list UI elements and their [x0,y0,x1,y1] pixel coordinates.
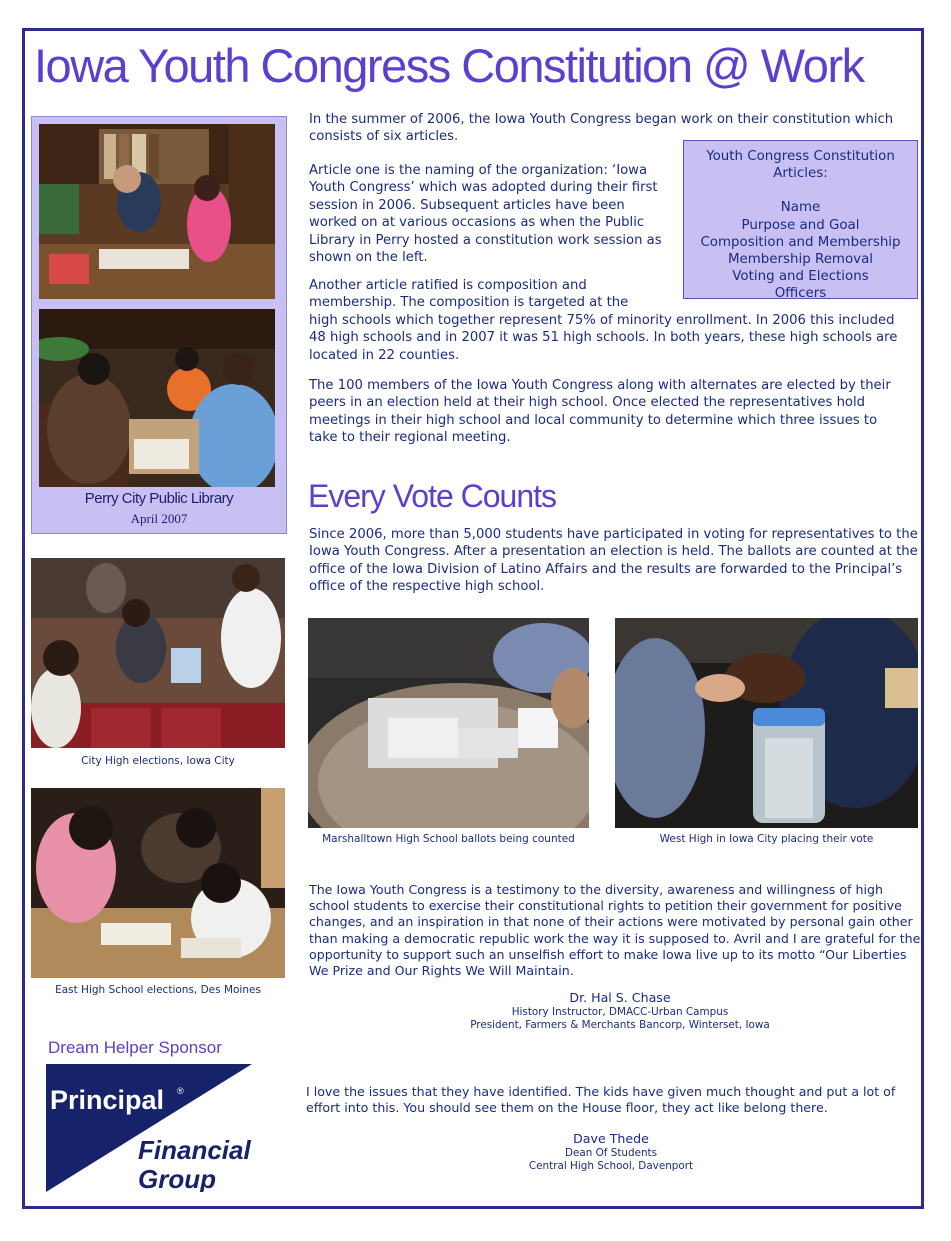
article-item: Purpose and Goal [741,217,860,233]
signature-affiliation: Central High School, Davenport [528,1160,694,1172]
section-heading: Every Vote Counts [308,478,557,514]
library-caption-date: April 2007 [130,511,188,526]
library-caption-title: Perry City Public Library [84,490,234,507]
sponsor-label: Dream Helper Sponsor [48,1038,222,1057]
signature-title: Dean Of Students [564,1147,658,1159]
east-high-photo [31,788,285,978]
testimony-paragraph: The Iowa Youth Congress is a testimony to the diversity, awareness and willingness of high school students to exercise their constitutional rights to petition their government for positive changes, and an inspiration in that none of their actions were motivated by personal gain other than making a democratic republic work the way it is supposed to. Avril and I are grateful for the opportunity to support such an unselfish effort to make Iowa live up to its motto “Our Liberties We Prize and Our Rights We Will Maintain. [309,882,921,979]
signature-affiliation: President, Farmers & Merchants Bancorp, Winterset, Iowa [470,1019,770,1031]
west-high-photo [615,618,918,828]
signature-name: Dr. Hal S. Chase [569,990,671,1005]
intro-paragraph-4: high schools which together represent 75% of minority enrollment. In 2006 this included 48 high schools and in 2007 it was 51 high schools. In both years, these high schools are located in 22 counties. [309,313,898,363]
intro-paragraph-2: Article one is the naming of the organization: ‘Iowa Youth Congress’ which was adopted during their first session in 2006. Subsequent articles have been worked on at various occasions as when the Public Library in Perry hosted a constitution work session as shown on the left. [309,163,662,266]
east-high-caption: East High School elections, Des Moines [55,984,261,996]
signature-thede [411,1131,811,1173]
library-photo-2 [39,309,275,487]
intro-paragraph-1: In the summer of 2006, the Iowa Youth Congress began work on their constitution which consists of six articles. [309,112,894,145]
marshalltown-photo [308,618,589,828]
intro-paragraph-5: The 100 members of the Iowa Youth Congress along with alternates are elected by their peers in an election held at their high school. Once elected the representatives hold meetings in their high school and local community to determine which three issues to take to their regional meeting. [309,378,891,446]
logo-word-financial: Financial [138,1135,251,1165]
logo-registered-mark: ® [177,1086,184,1096]
article-item: Voting and Elections [732,269,869,285]
page-title: Iowa Youth Congress Constitution @ Work [34,39,864,92]
logo-word-principal: Principal [50,1085,165,1115]
intro-paragraph-3: Another article ratified is composition and membership. The composition is targeted at the [309,278,629,311]
article-item: Membership Removal [727,252,874,268]
west-high-caption: West High in Iowa City placing their vote [659,833,874,845]
signature-name: Dave Thede [573,1131,649,1146]
signature-title: History Instructor, DMACC-Urban Campus [511,1006,729,1018]
city-high-caption: City High elections, Iowa City [81,755,235,767]
constitution-articles-box [683,140,918,302]
article-item: Composition and Membership [700,234,901,250]
signature-chase [420,990,820,1032]
principal-financial-logo [46,1064,252,1192]
logo-word-group: Group [138,1164,216,1192]
quote-paragraph: I love the issues that they have identified. The kids have given much thought and put a lot of effort into this. You should see them on the House floor, they act like belong there. [306,1084,896,1116]
vote-paragraph: Since 2006, more than 5,000 students have participated in voting for representatives to the Iowa Youth Congress. After a presentation an election is held. The ballots are counted at the office of the Iowa Division of Latino Affairs and the results are forwarded to the Principal’s office of the respective high school. [309,527,918,595]
marshalltown-caption: Marshalltown High School ballots being counted [322,833,575,845]
article-item: Officers [774,286,827,302]
articles-heading: Youth Congress Constitution Articles: [706,149,895,182]
article-item: Name [780,200,821,216]
library-photo-1 [39,124,275,299]
city-high-photo [31,558,285,748]
